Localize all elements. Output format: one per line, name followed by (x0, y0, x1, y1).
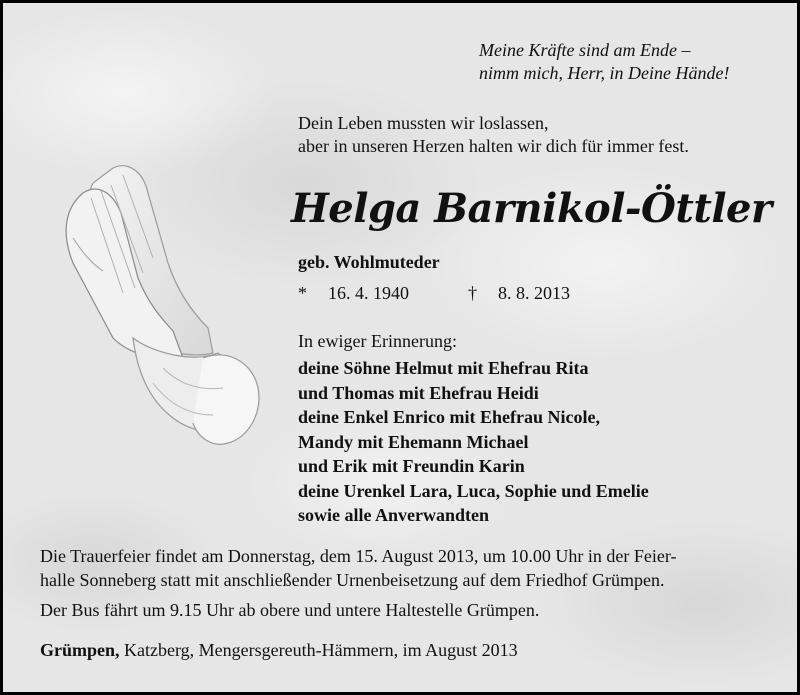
praying-hands-icon (43, 153, 283, 483)
family-line: deine Enkel Enrico mit Ehefrau Nicole, (298, 407, 600, 427)
maiden-name: geb. Wohlmuteder (298, 252, 440, 272)
remembrance-intro: In ewiger Erinnerung: (298, 331, 457, 351)
family-line: deine Söhne Helmut mit Ehefrau Rita (298, 358, 589, 378)
family-list (298, 356, 649, 528)
family-line: deine Urenkel Lara, Luca, Sophie und Emelie (298, 480, 649, 501)
deceased-name: Helga Barnikol-Öttler (291, 185, 772, 232)
funeral-line-1: Die Trauerfeier findet am Donnerstag, dem 15. August 2013, um 10.00 Uhr in der Feier- (40, 546, 677, 566)
birth-symbol: * (298, 283, 307, 303)
life-dates (298, 283, 570, 304)
motto-line-1: Meine Kräfte sind am Ende – (479, 40, 691, 60)
family-line: sowie alle Anverwandten (298, 505, 489, 525)
family-line: und Thomas mit Ehefrau Heidi (298, 382, 539, 403)
death-symbol: † (468, 283, 477, 303)
birth-date: 16. 4. 1940 (328, 283, 409, 303)
places-bold: Grümpen, (40, 640, 120, 660)
funeral-line-2: halle Sonneberg statt mit anschließender Urnenbeisetzung auf dem Friedhof Grümpen. (40, 570, 665, 590)
bus-info: Der Bus fährt um 9.15 Uhr ab obere und untere Haltestelle Grümpen. (40, 600, 540, 620)
motto-line-2: nimm mich, Herr, in Deine Hände! (479, 63, 730, 83)
funeral-info (40, 544, 677, 592)
verse-line-1: Dein Leben mussten wir loslassen, (298, 113, 549, 133)
places-rest: Katzberg, Mengersgereuth-Hämmern, im August 2013 (119, 640, 518, 660)
death-date: 8. 8. 2013 (498, 283, 570, 303)
family-line: Mandy mit Ehemann Michael (298, 431, 529, 452)
motto (479, 39, 729, 85)
verse (298, 112, 689, 158)
places-date (40, 640, 518, 661)
family-line: und Erik mit Freundin Karin (298, 456, 525, 476)
verse-line-2: aber in unseren Herzen halten wir dich für immer fest. (298, 136, 689, 156)
